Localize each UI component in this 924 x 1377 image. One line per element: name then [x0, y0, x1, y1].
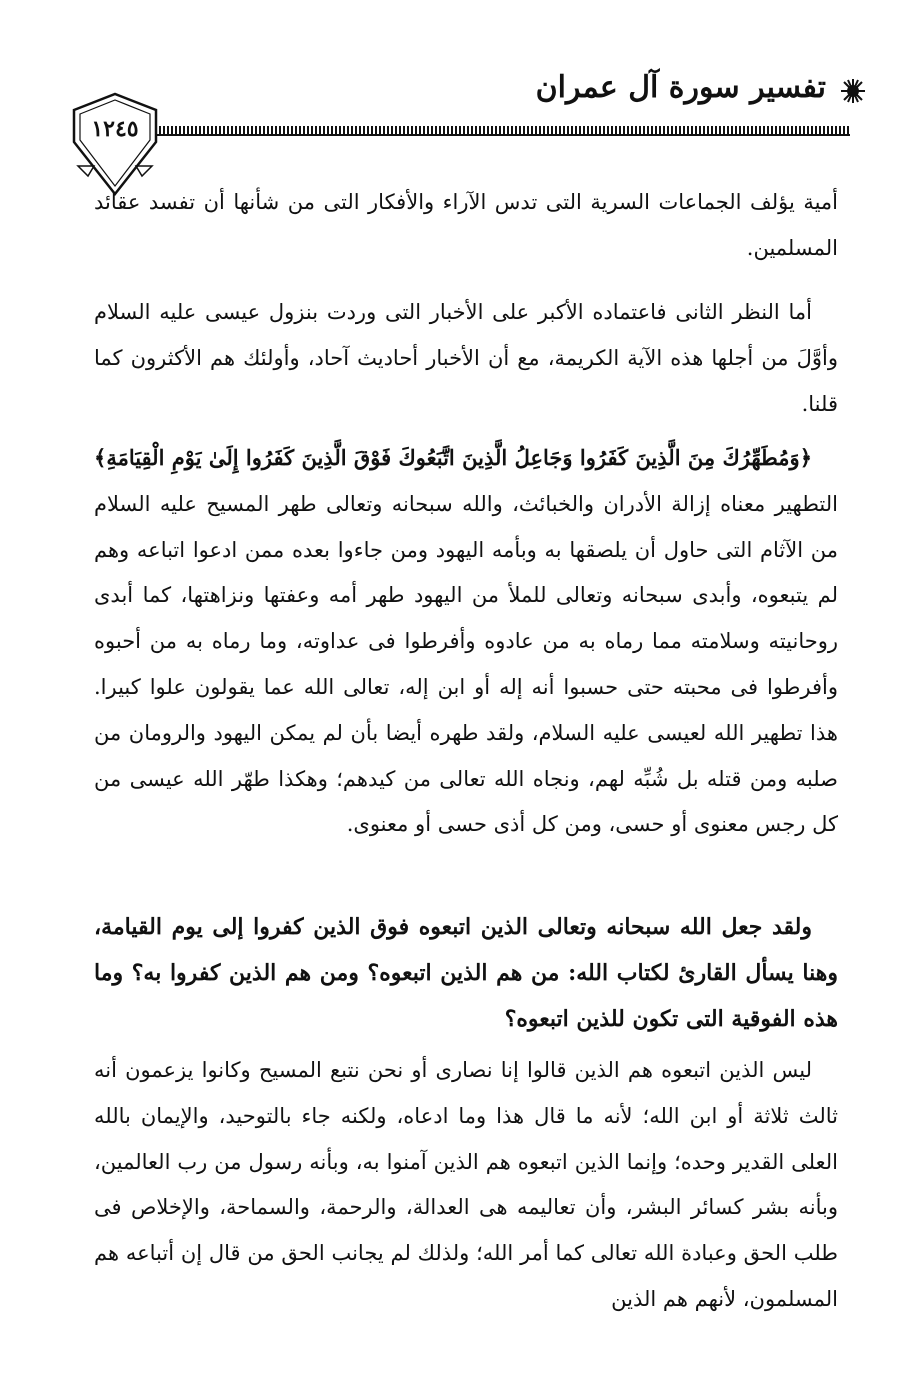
quran-close-brace: ﴾ [94, 445, 107, 470]
flower-ornament-icon [840, 78, 866, 104]
quran-open-brace: ﴿ [799, 445, 812, 470]
paragraph-5: ليس الذين اتبعوه هم الذين قالوا إنا نصارى أو نحن نتبع المسيح وكانوا يزعمون أنه ثالث ثلاثة أو ابن الله؛ لأنه ما قال هذا وما ادعاه، ولكنه جاء بالتوحيد، والإيمان بالله العلى القدير وحده؛ وإنما الذين اتبعوه هم الذين آمنوا به، وبأنه رسول من رب العالمين، وبأنه بشر كسائر البشر، وأن تعاليمه هى العدالة، والرحمة، والسماحة، والإخلاص فى طلب الحق وعبادة الله تعالى كما أمر الله؛ ولذلك لم يجانب الحق من قال إن أتباعه هم المسلمون، لأنهم هم الذين [94, 1058, 838, 1311]
paragraph-3-commentary: التطهير معناه إزالة الأدران والخبائث، والله سبحانه وتعالى طهر المسيح عليه السلام من الآثام التى حاول أن يلصقها به وبأمه اليهود ومن جاءوا بعده ممن ادعوا اتباعه وهم لم يتبعوه، وأبدى سبحانه وتعالى للملأ من اليهود طهر أمه وعفتها ونزاهتها، كما أبدى روحانيته وسلامته مما رماه به من عادوه وأفرطوا فى عداوته، وما رماه به من أحبوه وأفرطوا فى محبته حتى حسبوا أنه إله أو ابن إله، تعالى الله عما يقولون علوا كبيرا. هذا تطهير الله لعيسى عليه السلام، ولقد طهره أيضا بأن لم يمكن اليهود والرومان من صلبه ومن قتله بل شُبِّه لهم، ونجاه الله تعالى من كيدهم؛ وهكذا طهّر الله عيسى من كل رجس معنوى أو حسى، ومن كل أذى حسى أو معنوى. [94, 491, 838, 837]
paragraph-1: أمية يؤلف الجماعات السرية التى تدس الآراء والأفكار التى من شأنها أن تفسد عقائد المسلمين. [94, 190, 838, 260]
page-header [0, 60, 924, 170]
page-number: ١٢٤٥ [91, 116, 139, 142]
quran-verse: وَمُطَهِّرُكَ مِنَ الَّذِينَ كَفَرُوا وَجَاعِلُ الَّذِينَ اتَّبَعُوكَ فَوْقَ الَّذِينَ كَفَرُوا إِلَىٰ يَوْمِ الْقِيَامَةِ [106, 445, 800, 470]
paragraph-4-question: ولقد جعل الله سبحانه وتعالى الذين اتبعوه فوق الذين كفروا إلى يوم القيامة، وهنا يسأل القارئ لكتاب الله: من هم الذين اتبعوه؟ ومن هم الذين كفروا به؟ وما هذه الفوقية التى تكون للذين اتبعوه؟ [94, 914, 838, 1032]
header-rule-base [155, 134, 850, 136]
paragraph-3 [94, 435, 838, 848]
running-title: تفسير سورة آل عمران [535, 70, 826, 105]
paragraph-2: أما النظر الثانى فاعتماده الأكبر على الأخبار التى وردت بنزول عيسى عليه السلام وأوَّلَ من أجلها هذه الآية الكريمة، مع أن الأخبار أحاديث آحاد، وأولئك هم الأكثرون كما قلنا. [94, 300, 838, 416]
